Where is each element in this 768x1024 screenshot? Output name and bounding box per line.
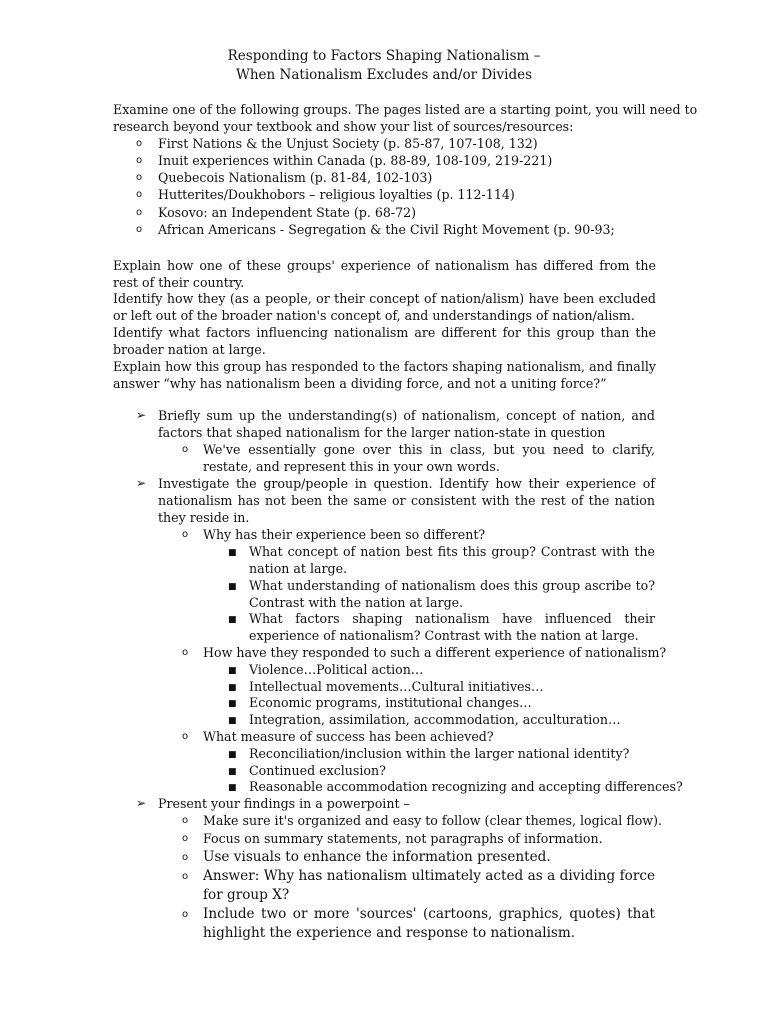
circle-bullet-icon: o <box>182 731 189 742</box>
circle-bullet-icon: o <box>136 155 143 166</box>
square-bullet-icon: ■ <box>228 582 237 592</box>
document-page: Responding to Factors Shaping Nationalism – When Nationalism Excludes and/or Divides Examine one of the following groups. The pages listed are a starting point, you will need to research beyond your textbook and show your list of sources/resources: o First Nations & the Unjust Society (p. 85-87, 107-108, 132) o Inuit experiences within Canada (p. 88-89, 108-109, 219-221) o Quebecois Nationalism (p. 81-84, 102-103) o Hutterites/Doukhobors – religious loyalties (p. 112-114) o Kosovo: an Independent State (p. 68-72) o African Americans - Segregation & the Civil Right Movement (p. 90-93; Explain how one of these groups' experience of nationalism has differed from the rest of their country. Identify how they (as a people, or their concept of nation/alism) have been excluded or left out of the broader nation's concept of, and understandings of nation/alism. Identify what factors influencing nationalism are different for this group than the broader nation at large. Explain how this group has responded to the factors shaping nationalism, and finally answer “why has nationalism been a dividing force, and not a uniting force?” ➢ Briefly sum up the understanding(s) of nationalism, concept of nation, and factors that shaped nationalism for the larger nation-state in question o We've essentially gone over this in class, but you need to clarify, restate, and represent this in your own words. ➢ Investigate the group/people in question. Identify how their experience of nationalism has not been the same or consistent with the rest of the nation they reside in. o Why has their experience been so different? ■ What concept of nation best fits this group? Contrast with the nation at large. ■ What understanding of nationalism does this group ascribe to? Contrast with the nation at large. ■ What factors shaping nationalism have influenced their experience of nationalism? Contrast with the nation at large. o How have they responded to such a different experience of nationalism? ■ Violence…Political action… ■ Intellectual movements…Cultural initiatives… ■ Economic programs, institutional changes… ■ Integration, assimilation, accommodation, acculturation… o What measure of success has been achieved? ■ Reconciliation/inclusion within the larger national identity? ■ Continued exclusion? ■ Reasonable accommodation recognizing and accepting differences? ➢ Present your findings in a powerpoint – o Make sure it's organized and easy to follow (clear themes, logical flow). o Focus on summary statements, not paragraphs of information. o Use visuals to enhance the information presented. o Answer: Why has nationalism ultimately acted as a dividing force for group X? o Include two or more 'sources' (cartoons, graphics, quotes) that highlight the experience and response to nationalism. <box>0 0 768 1024</box>
circle-bullet-icon: o <box>182 815 189 826</box>
arrow-bullet-icon: ➢ <box>136 476 147 490</box>
intro-line-1: Examine one of the following groups. The pages listed are a starting point, you will need to <box>113 102 698 117</box>
document-title-line-1: Responding to Factors Shaping Nationalism – <box>227 48 541 64</box>
instruction-paragraph: Identify what factors influencing nationalism are different for this group than the broader nation at large. <box>113 325 656 357</box>
instruction-paragraph: Explain how one of these groups' experience of nationalism has differed from the rest of their country. <box>113 258 656 290</box>
square-bullet-icon: ■ <box>228 750 237 760</box>
square-bullet-icon: ■ <box>228 716 237 726</box>
circle-bullet-icon: o <box>182 909 189 920</box>
circle-bullet-icon: o <box>182 871 189 882</box>
circle-bullet-icon: o <box>182 852 189 863</box>
square-bullet-icon: ■ <box>228 699 237 709</box>
circle-bullet-icon: o <box>136 138 143 149</box>
instruction-paragraph: Identify how they (as a people, or their concept of nation/alism) have been excluded or left out of the broader nation's concept of, and understandings of nation/alism. <box>113 291 656 323</box>
square-bullet-icon: ■ <box>228 548 237 558</box>
square-bullet-icon: ■ <box>228 666 237 676</box>
square-bullet-icon: ■ <box>228 783 237 793</box>
square-bullet-icon: ■ <box>228 683 237 693</box>
circle-bullet-icon: o <box>182 444 189 455</box>
document-title-line-2: When Nationalism Excludes and/or Divides <box>235 67 533 83</box>
circle-bullet-icon: o <box>136 172 143 183</box>
circle-bullet-icon: o <box>182 529 189 540</box>
circle-bullet-icon: o <box>182 833 189 844</box>
arrow-bullet-icon: ➢ <box>136 796 147 810</box>
circle-bullet-icon: o <box>136 207 143 218</box>
intro-line-2: research beyond your textbook and show your list of sources/resources: <box>113 119 574 134</box>
square-bullet-icon: ■ <box>228 767 237 777</box>
circle-bullet-icon: o <box>136 224 143 235</box>
circle-bullet-icon: o <box>136 189 143 200</box>
square-bullet-icon: ■ <box>228 615 237 625</box>
arrow-bullet-icon: ➢ <box>136 408 147 422</box>
circle-bullet-icon: o <box>182 647 189 658</box>
instruction-paragraph: Explain how this group has responded to the factors shaping nationalism, and finally answer “why has nationalism been a dividing force, and not a uniting force?” <box>113 359 656 391</box>
